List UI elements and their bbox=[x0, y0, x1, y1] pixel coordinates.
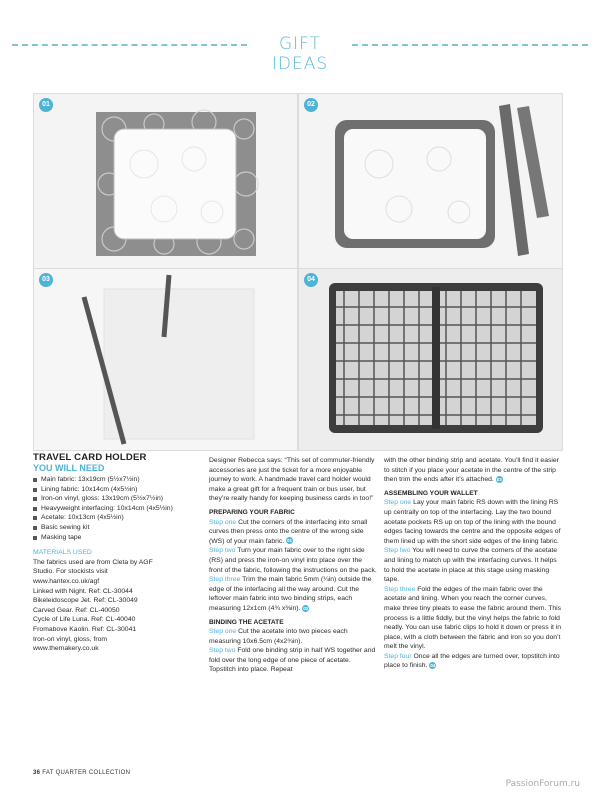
binding-heading: BINDING THE ACETATE bbox=[209, 618, 284, 626]
preparing-heading: PREPARING YOUR FABRIC bbox=[209, 508, 295, 516]
step-paragraph: Step two Turn your main fabric over to the right side (RS) and press the iron-on vinyl into place over the front of the fabric, following the instructions on the pack. bbox=[209, 547, 377, 574]
materials-used-heading: MATERIALS USED bbox=[33, 549, 92, 557]
photo-number: 03 bbox=[39, 273, 53, 287]
step-paragraph: Step two You will need to curve the corners of the acetate and lining to match up with the interfacing curves. It helps to hold the acetate in place at this stage using masking tape. bbox=[384, 547, 558, 584]
trimmed-fabric-and-strips-image bbox=[299, 94, 562, 274]
project-title: TRAVEL CARD HOLDER bbox=[33, 452, 147, 463]
materials-line: www.hantex.co.uk/agf bbox=[33, 577, 100, 585]
watermark-text: PassionForum.ru bbox=[505, 779, 580, 789]
materials-line: Carved Gear. Ref: CL-40050 bbox=[33, 606, 120, 614]
step-paragraph: Step three Trim the main fabric 5mm (¼in) outside the edge of the interfacing all the way around. Cut the leftover main fabric into two binding strips, each measuring 12x1cm (4¾ x⅜in). 02 bbox=[209, 576, 372, 612]
photo-step-04 bbox=[298, 268, 563, 451]
page-footer bbox=[33, 770, 130, 776]
materials-line: Fromabove Kaolin. Ref: CL-30041 bbox=[33, 625, 137, 633]
list-item: Iron-on vinyl, gloss: 13x19cm (5½x7½in) bbox=[33, 494, 203, 504]
list-item: Main fabric: 13x19cm (5½x7½in) bbox=[33, 475, 203, 485]
column-you-will-need bbox=[33, 452, 203, 654]
step-paragraph: Step three Fold the edges of the main fabric over the acetate and lining. When you reach the corner curves, make three tiny pleats to ease the fabric around them. This process is a little fiddly, but the vinyl helps the fabric to fold neatly. You can use fabric clips to hold it down or press it in place, with a cloth between the fabric and iron so you don’t melt the vinyl. bbox=[384, 585, 562, 651]
photo-number: 01 bbox=[39, 98, 53, 112]
step-ref-badge: 03 bbox=[496, 476, 502, 482]
photo-number: 02 bbox=[304, 98, 318, 112]
photo-step-01 bbox=[33, 93, 298, 275]
column-instructions-1 bbox=[209, 456, 377, 675]
step-paragraph: Step one Cut the corners of the interfacing into small curves then press onto the centre of the wrong side (WS) of your main fabric. 01 bbox=[209, 518, 368, 545]
publication-name: FAT QUARTER COLLECTION bbox=[42, 770, 131, 776]
materials-line: Linked with Night. Ref: CL-30044 bbox=[33, 587, 133, 595]
intro-text: Designer Rebecca says: “This set of commuter-friendly accessories are just the ticket for a more enjoyable journey to work. A handmade travel card holder would make a great gift for a frequent train or bus user, but they’re really handy for keeping business cards in too!” bbox=[209, 457, 375, 503]
step-paragraph: Step one Cut the acetate into two pieces each measuring 10x6.5cm (4x2¾in). bbox=[209, 628, 348, 645]
step-ref-badge: 04 bbox=[430, 663, 436, 669]
page-header bbox=[0, 20, 600, 74]
step-paragraph: Step two Fold one binding strip in half WS together and fold over the long edge of one piece of acetate. Topstitch into place. Repeat bbox=[209, 647, 376, 674]
materials-line: Cycle of Life Luna. Ref: CL-40040 bbox=[33, 616, 136, 624]
step-paragraph: Step one Lay your main fabric RS down with the lining RS up centrally on top of the interfacing. Lay the two bound acetate pockets RS up on top of the lining with the bound edges facing towards the centre and the opposite edges of them lined up with the short side edges of the lining fabric. bbox=[384, 499, 561, 545]
step-ref-badge: 02 bbox=[303, 605, 309, 611]
header-dash-left bbox=[12, 44, 247, 46]
materials-line: The fabrics used are from Cleta by AGF bbox=[33, 558, 153, 566]
materials-list bbox=[33, 475, 203, 542]
step-ref-badge: 01 bbox=[287, 538, 293, 544]
materials-line: Bikeleidoscope Jet. Ref: CL-30049 bbox=[33, 597, 138, 605]
photo-step-03 bbox=[33, 268, 298, 451]
photo-number: 04 bbox=[304, 273, 318, 287]
you-will-need-heading: YOU WILL NEED bbox=[33, 463, 105, 473]
photo-step-02 bbox=[298, 93, 563, 275]
materials-line: Studio. For stockists visit bbox=[33, 568, 108, 576]
step-paragraph: Step four Once all the edges are turned over, topstitch into place to finish. 04 bbox=[384, 652, 560, 670]
continued-paragraph: with the other binding strip and acetate. You’ll find it easier to stitch if you place your acetate in the centre of the strip then trim the ends after it’s attached. 03 bbox=[384, 457, 559, 484]
page-number: 36 bbox=[33, 770, 41, 776]
acetate-binding-image bbox=[34, 269, 297, 450]
materials-line: Iron-on vinyl, gloss, from bbox=[33, 635, 108, 643]
list-item: Masking tape bbox=[33, 533, 203, 543]
assembling-heading: ASSEMBLING YOUR WALLET bbox=[384, 489, 478, 497]
list-item: Lining fabric: 10x14cm (4x5½in) bbox=[33, 485, 203, 495]
section-title: GIFT IDEAS bbox=[271, 34, 329, 74]
column-instructions-2 bbox=[384, 456, 562, 671]
list-item: Heavyweight interfacing: 10x14cm (4x5½in) bbox=[33, 504, 203, 514]
header-dash-right bbox=[352, 44, 588, 46]
list-item: Acetate: 10x13cm (4x5½in) bbox=[33, 513, 203, 523]
materials-line: www.themakery.co.uk bbox=[33, 645, 99, 653]
list-item: Basic sewing kit bbox=[33, 523, 203, 533]
finished-wallet-image bbox=[299, 269, 562, 450]
fabric-with-interfacing-image bbox=[34, 94, 297, 274]
